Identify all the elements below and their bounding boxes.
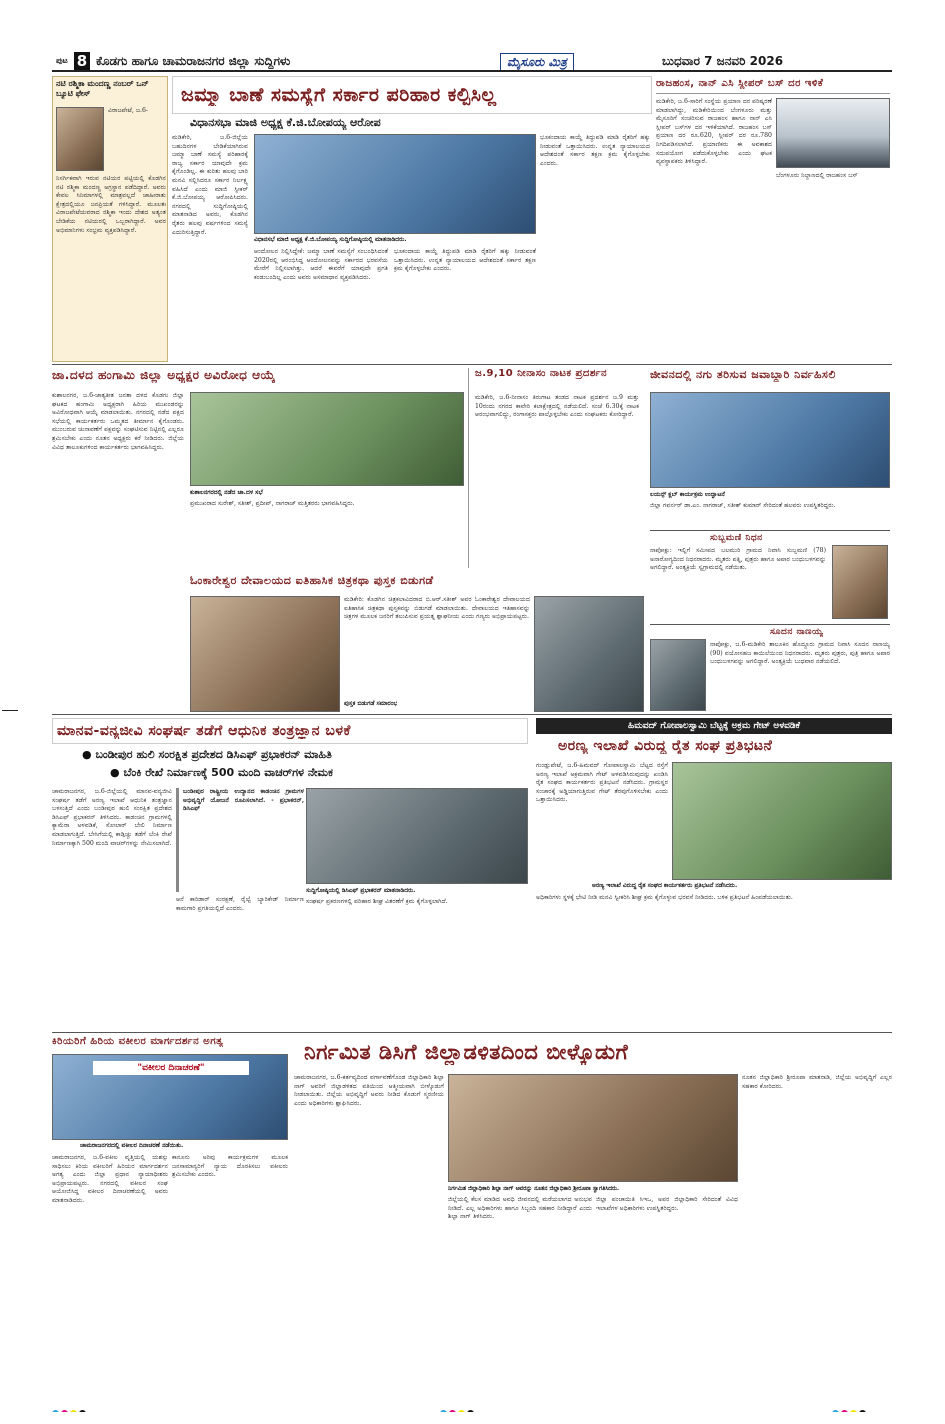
bus-photo-caption: ಬೆಂಗಳೂರು ನಿಲ್ದಾಣದಲ್ಲಿ ರಾಜಹಂಸ ಬಸ್ bbox=[776, 172, 858, 179]
wildlife-body: ಚಾಮರಾಜನಗರ, ಜ.6-ಜಿಲ್ಲೆಯಲ್ಲಿ ಮಾನವ-ವನ್ಯಜೀವಿ ಸಂಘರ್ಷ ತಡೆಗೆ ಅರಣ್ಯ ಇಲಾಖೆ ಆಧುನಿಕ ತಂತ್ರಜ್ಞಾನ ಬಳಸುತ್ತಿದೆ ಎಂದು ಬಂಡೀಪುರ ಹುಲಿ ಸಂರಕ್ಷಿತ ಪ್ರದೇಶದ ಡಿಸಿಎಫ್ ಪ್ರಭಾಕರನ್ ತಿಳಿಸಿದರು. ಕಾಡಂಚಿನ ಗ್ರಾಮಗಳಲ್ಲಿ ಕ್ಯಾಮೆರಾ ಅಳವಡಿಕೆ, ಸೋಲಾರ್ ಬೇಲಿ ನಿರ್ಮಾಣ ಮಾಡಲಾಗುತ್ತಿದೆ. ಬೇಸಿಗೆಯಲ್ಲಿ ಕಾಡ್ಗಿಚ್ಚು ತಡೆಗೆ ಬೆಂಕಿ ರೇಖೆ ನಿರ್ಮಾಣಕ್ಕಾಗಿ 500 ಮಂದಿ ವಾಚರ್‌ಗಳನ್ನು ನೇಮಿಸಲಾಗಿದೆ. bbox=[52, 788, 172, 847]
lead-subheadline: ವಿಧಾನಸಭಾ ಮಾಜಿ ಅಧ್ಯಕ್ಷ ಕೆ.ಜಿ.ಬೋಪಯ್ಯ ಆರೋಪ bbox=[190, 116, 381, 129]
lead-photo-caption: ವಿಧಾನಸಭೆ ಮಾಜಿ ಅಧ್ಯಕ್ಷ ಕೆ.ಜಿ.ಬೋಪಯ್ಯ ಸುದ್ದಿಗೋಷ್ಠಿಯಲ್ಲಿ ಮಾತನಾಡಿದರು. bbox=[254, 236, 407, 243]
book-photo-caption: ಪುಸ್ತಕ ಬಿಡುಗಡೆ ಸಮಾರಂಭ bbox=[344, 700, 398, 707]
page-header bbox=[52, 52, 892, 72]
side-story-body: ನಿಸರ್ಗಿಕವಾಗಿ ಇರುವ ನಟಿಯರ ಪಟ್ಟಿಯಲ್ಲಿ ಕೊಡಗಿನ ನಟಿ ರಶ್ಮಿಕಾ ಮಂದಣ್ಣ ಅಗ್ರಸ್ಥಾನ ಪಡೆದಿದ್ದಾರೆ. ಅವರು ಕೇವಲ ಸಿನಿಮಾಗಳಲ್ಲಿ ಮಾತ್ರವಲ್ಲದೆ ಜಾಹೀರಾತು ಕ್ಷೇತ್ರದಲ್ಲಿಯೂ ಜನಪ್ರಿಯತೆ ಗಳಿಸಿದ್ದಾರೆ. ಮೂಲತಃ ವಿರಾಜಪೇಟೆಯವರಾದ ರಶ್ಮಿಕಾ ಇಂದು ದೇಶದ ಅತ್ಯಂತ ಬೇಡಿಕೆಯ ನಟಿಯರಲ್ಲಿ ಒಬ್ಬರಾಗಿದ್ದಾರೆ. ಅವರ ಅಭಿಮಾನಿಗಳು ಸಂಭ್ರಮ ವ್ಯಕ್ತಪಡಿಸಿದ್ದಾರೆ. bbox=[56, 175, 166, 234]
obit1-photo bbox=[832, 545, 888, 619]
registration-marks-center bbox=[440, 1402, 500, 1412]
jds-headline: ಜಾ.ದಳದ ಹಂಗಾಮಿ ಜಿಲ್ಲಾ ಅಧ್ಯಕ್ಷರ ಅವಿರೋಧ ಆಯ್ಕೆ bbox=[52, 368, 276, 382]
obit2-photo bbox=[650, 639, 706, 711]
masthead-logo: ಮೈಸೂರು ಮಿತ್ರ bbox=[500, 53, 574, 72]
drama-body: ಮಡಿಕೇರಿ, ಜ.6-ನೀನಾಸಂ ತಿರುಗಾಟ ತಂಡದ ನಾಟಕ ಪ್ರದರ್ಶನ ಜ.9 ಮತ್ತು 10ರಂದು ನಗರದ ಕಾವೇರಿ ಕಲಾಕ್ಷೇತ್ರದಲ್ಲಿ ನಡೆಯಲಿದೆ. ಸಂಜೆ 6.30ಕ್ಕೆ ನಾಟಕ ಆರಂಭವಾಗಲಿದ್ದು, ರಂಗಾಸಕ್ತರು ಪಾಲ್ಗೊಳ್ಳಬೇಕು ಎಂದು ಸಂಘಟಕರು ಕೋರಿದ್ದಾರೆ. bbox=[475, 394, 639, 419]
divider-3 bbox=[52, 1032, 892, 1033]
lawyers-col2: ಕಾನೂನು ಅರಿವು ಕಾರ್ಯಕ್ರಮಗಳ ಮೂಲಕ ಜನಸಾಮಾನ್ಯರಿಗೆ ನ್ಯಾಯ ದೊರಕಿಸಲು ವಕೀಲರು ಶ್ರಮಿಸಬೇಕು ಎಂದರು. bbox=[172, 1154, 288, 1179]
wildlife-photo-caption: ಸುದ್ದಿಗೋಷ್ಠಿಯಲ್ಲಿ ಡಿಸಿಎಫ್ ಪ್ರಭಾಕರನ್ ಮಾತನಾಡಿದರು. bbox=[306, 887, 416, 894]
dc-photo bbox=[448, 1074, 738, 1182]
wildlife-bullet-2: ● ಬೆಂಕಿ ರೇಖೆ ನಿರ್ಮಾಣಕ್ಕೆ 500 ಮಂದಿ ವಾಚರ್‌ಗಳ ನೇಮಕ bbox=[110, 766, 333, 780]
page-number: 8 bbox=[74, 52, 90, 71]
lead-col3: ಭೂಕಂದಾಯ ಕಾಯ್ದೆ ತಿದ್ದುಪಡಿ ಮಾಡಿ ರೈತರಿಗೆ ಹಕ್ಕು ನೀಡುವಂತೆ ಒತ್ತಾಯಿಸಿದರು. ಉನ್ನತ ನ್ಯಾಯಾಲಯದ ಆದೇಶದಂತೆ ಸರ್ಕಾರ ತಕ್ಷಣ ಕ್ರಮ ಕೈಗೊಳ್ಳಬೇಕು ಎಂದರು. bbox=[394, 248, 536, 273]
obit2-headline: ಸೂದನ ನಾಣಯ್ಯ bbox=[770, 627, 824, 637]
obit1-box bbox=[650, 530, 890, 622]
smile-headline: ಜೀವನದಲ್ಲಿ ನಗು ತರಿಸುವ ಜವಾಬ್ದಾರಿ ನಿರ್ವಹಿಸಲಿ bbox=[650, 368, 836, 381]
bus-headline: ರಾಜಹಂಸ, ನಾನ್ ಎಸಿ ಸ್ಲೀಪರ್ ಬಸ್ ದರ ಇಳಿಕೆ bbox=[656, 78, 824, 89]
lead-headline-box bbox=[172, 76, 652, 114]
lawyers-headline: ಕಿರಿಯರಿಗೆ ಹಿರಿಯ ವಕೀಲರ ಮಾರ್ಗದರ್ಶನ ಅಗತ್ಯ bbox=[52, 1036, 224, 1047]
wildlife-headline: ಮಾನವ-ವನ್ಯಜೀವಿ ಸಂಘರ್ಷ ತಡೆಗೆ ಆಧುನಿಕ ತಂತ್ರಜ್ಞಾನ ಬಳಕೆ bbox=[57, 723, 351, 739]
obit2-body: ನಾಪೋಕ್ಲು, ಜ.6-ಮಡಿಕೇರಿ ತಾಲೂಕಿನ ಹೊದ್ದೂರು ಗ್ರಾಮದ ನಿವಾಸಿ ಸೂದನ ನಾಣಯ್ಯ (90) ವಯೋಸಹಜ ಕಾಯಿಲೆಯಿಂದ ನಿಧನರಾದರು. ಮೃತರು ಪುತ್ರರು, ಪುತ್ರಿ ಹಾಗೂ ಅಪಾರ ಬಂಧುಬಳಗವನ್ನು ಅಗಲಿದ್ದಾರೆ. ಅಂತ್ಯಕ್ರಿಯೆ ಬುಧವಾರ ನಡೆಯಲಿದೆ. bbox=[710, 641, 890, 666]
divider-2 bbox=[52, 714, 892, 715]
fold-mark bbox=[2, 710, 18, 711]
protest-photo bbox=[672, 762, 892, 880]
jds-col2: ಪ್ರಮುಖರಾದ ಸುರೇಶ್, ಸತೀಶ್, ಪ್ರದೀಪ್, ನಾಗರಾಜ್ ಮತ್ತಿತರರು ಭಾಗವಹಿಸಿದ್ದರು. bbox=[190, 500, 355, 507]
dc-col4: ನೂತನ ಜಿಲ್ಲಾಧಿಕಾರಿ ಶ್ರೀರೂಪಾ ಮಾತನಾಡಿ, ಜಿಲ್ಲೆಯ ಅಭಿವೃದ್ಧಿಗೆ ಎಲ್ಲರ ಸಹಕಾರ ಕೋರಿದರು. bbox=[742, 1074, 892, 1090]
obit1-body: ನಾಪೋಕ್ಲು: ಇಲ್ಲಿಗೆ ಸಮೀಪದ ಬಲಮುರಿ ಗ್ರಾಮದ ನಿವಾಸಿ ಸುಬ್ಬಮಣಿ (78) ಅನಾರೋಗ್ಯದಿಂದ ನಿಧನರಾದರು. ಮೃತರು ಪತ್ನಿ, ಪುತ್ರರು ಹಾಗೂ ಅಪಾರ ಬಂಧುಬಳಗವನ್ನು ಅಗಲಿದ್ದಾರೆ. ಅಂತ್ಯಕ್ರಿಯೆ ಸ್ವಗ್ರಾಮದಲ್ಲಿ ನಡೆಯಿತು. bbox=[650, 547, 826, 572]
book-headline: ಓಂಕಾರೇಶ್ವರ ದೇವಾಲಯದ ಐತಿಹಾಸಿಕ ಚಿತ್ರಕಥಾ ಪುಸ್ತಕ ಬಿಡುಗಡೆ bbox=[190, 574, 434, 587]
wildlife-bullet-1: ● ಬಂಡೀಪುರ ಹುಲಿ ಸಂರಕ್ಷಿತ ಪ್ರದೇಶದ ಡಿಸಿಎಫ್ ಪ್ರಭಾಕರನ್ ಮಾಹಿತಿ bbox=[82, 748, 332, 762]
protest-col2: ಅಧಿಕಾರಿಗಳು ಸ್ಥಳಕ್ಕೆ ಭೇಟಿ ನೀಡಿ ಮನವಿ ಸ್ವೀಕರಿಸಿ ಶೀಘ್ರ ಕ್ರಮ ಕೈಗೊಳ್ಳುವ ಭರವಸೆ ನೀಡಿದರು. ಬಳಿಕ ಪ್ರತಿಭಟನೆ ಹಿಂಪಡೆಯಲಾಯಿತು. bbox=[536, 894, 793, 901]
smile-photo bbox=[650, 392, 890, 488]
page-label: ಪುಟ bbox=[56, 56, 68, 65]
jds-photo-caption: ಕುಶಾಲನಗರದಲ್ಲಿ ನಡೆದ ಜಾ.ದಳ ಸಭೆ bbox=[190, 489, 263, 496]
issue-date: ಬುಧವಾರ 7 ಜನವರಿ 2026 bbox=[662, 54, 784, 68]
side-story-dateline: ವಿರಾಜಪೇಟೆ, ಜ.6- bbox=[108, 107, 148, 114]
wildlife-quote: ಬಂಡೀಪುರ ರಾಷ್ಟ್ರೀಯ ಉದ್ಯಾನದ ಕಾಡಂಚಿನ ಗ್ರಾಮಗಳ ಅಭಿವೃದ್ಧಿಗೆ ಯೋಜನೆ ರೂಪಿಸಲಾಗಿದೆ. - ಪ್ರಭಾಕರನ್, ಡಿಸಿಎಫ್ bbox=[176, 788, 304, 892]
bus-headline-box bbox=[656, 76, 890, 94]
lawyers-photo-caption: ಚಾಮರಾಜನಗರದಲ್ಲಿ ವಕೀಲರ ದಿನಾಚರಣೆ ನಡೆಯಿತು. bbox=[80, 1142, 184, 1149]
side-story bbox=[52, 76, 168, 362]
book-body: ಮಡಿಕೇರಿ: ಕೊಡಗಿನ ಚಿತ್ರಕಲಾವಿದರಾದ ಬಿ.ಆರ್.ಸತೀಶ್ ಅವರ ಓಂಕಾರೇಶ್ವರ ದೇವಾಲಯದ ಐತಿಹಾಸಿಕ ಚಿತ್ರಕಥಾ ಪುಸ್ತಕವನ್ನು ಬಿಡುಗಡೆ ಮಾಡಲಾಯಿತು. ದೇವಾಲಯದ ಇತಿಹಾಸವನ್ನು ಚಿತ್ರಗಳ ಮೂಲಕ ಜನರಿಗೆ ತಲುಪಿಸುವ ಪ್ರಯತ್ನ ಶ್ಲಾಘನೀಯ ಎಂದು ಗಣ್ಯರು ಅಭಿಪ್ರಾಯಪಟ್ಟರು. bbox=[344, 596, 530, 621]
dc-headline: ನಿರ್ಗಮಿತ ಡಿಸಿಗೆ ಜಿಲ್ಲಾಡಳಿತದಿಂದ ಬೀಳ್ಕೊಡುಗೆ bbox=[304, 1040, 629, 1064]
jds-photo bbox=[190, 392, 464, 486]
lawyers-photo-banner: "ವಕೀಲರ ದಿನಾಚರಣೆ" bbox=[93, 1061, 249, 1075]
bus-body: ಮಡಿಕೇರಿ, ಜ.6-ಸಾರಿಗೆ ಸಂಸ್ಥೆಯ ಪ್ರಯಾಣ ದರ ಪರಿಷ್ಕರಣೆ ಮಾಡಲಾಗಿದ್ದು, ಮಡಿಕೇರಿಯಿಂದ ಬೆಂಗಳೂರು ಮತ್ತು ಮೈಸೂರಿಗೆ ಸಂಚರಿಸುವ ರಾಜಹಂಸ ಹಾಗೂ ನಾನ್ ಎಸಿ ಸ್ಲೀಪರ್ ಬಸ್‌ಗಳ ದರ ಇಳಿಕೆಯಾಗಿದೆ. ರಾಜಹಂಸ ಬಸ್ ಪ್ರಯಾಣ ದರ ರೂ.620, ಸ್ಲೀಪರ್ ದರ ರೂ.780 ನಿಗದಿಪಡಿಸಲಾಗಿದೆ. ಪ್ರಯಾಣಿಕರು ಈ ಅವಕಾಶದ ಸದುಪಯೋಗ ಪಡೆದುಕೊಳ್ಳಬೇಕು ಎಂದು ಘಟಕ ವ್ಯವಸ್ಥಾಪಕರು ತಿಳಿಸಿದ್ದಾರೆ. bbox=[656, 98, 772, 166]
book-photo-2 bbox=[534, 596, 644, 712]
lead-photo bbox=[254, 134, 536, 234]
wildlife-col2: ಆನೆ ಕಾರಿಡಾರ್ ಸಂರಕ್ಷಣೆ, ರೈಲ್ವೆ ಬ್ಯಾರಿಕೇಡ್ ನಿರ್ಮಾಣ ಕಾಮಗಾರಿ ಪ್ರಗತಿಯಲ್ಲಿದೆ ಎಂದರು. bbox=[176, 896, 304, 912]
wildlife-col3: ಸಂಘರ್ಷ ಪ್ರಕರಣಗಳಲ್ಲಿ ಪರಿಹಾರ ಶೀಘ್ರ ವಿತರಣೆಗೆ ಕ್ರಮ ಕೈಗೊಳ್ಳಲಾಗಿದೆ. bbox=[306, 898, 448, 905]
drama-box bbox=[468, 368, 644, 568]
lead-col2: ಆಂದೋಲನ ನಿಲ್ಲಿಸಿದ್ದೇಕೆ: ಜಮ್ಮಾ ಬಾಣೆ ಸಮಸ್ಯೆಗೆ ಸಂಬಂಧಿಸಿದಂತೆ 2020ರಲ್ಲಿ ಆರಂಭಿಸಿದ್ದ ಆಂದೋಲನವನ್ನು ಸರ್ಕಾರದ ಭರವಸೆಯ ಮೇರೆಗೆ ನಿಲ್ಲಿಸಲಾಗಿತ್ತು. ಆದರೆ ಈವರೆಗೆ ಯಾವುದೇ ಪ್ರಗತಿ ಕಂಡುಬಂದಿಲ್ಲ ಎಂದು ಅವರು ಅಸಮಾಧಾನ ವ್ಯಕ್ತಪಡಿಸಿದರು. bbox=[254, 248, 388, 281]
wildlife-photo bbox=[306, 788, 528, 884]
protest-headline: ಅರಣ್ಯ ಇಲಾಖೆ ವಿರುದ್ಧ ರೈತ ಸಂಘ ಪ್ರತಿಭಟನೆ bbox=[558, 738, 773, 754]
protest-kicker: ಹಿಮವದ್ ಗೋಪಾಲಸ್ವಾಮಿ ಬೆಟ್ಟಕ್ಕೆ ಅಕ್ರಮ ಗೇಟ್ ಅಳವಡಿಕೆ bbox=[536, 718, 892, 734]
obit2-box bbox=[650, 624, 890, 712]
drama-headline: ಜ.9,10 ನೀನಾಸಂ ನಾಟಕ ಪ್ರದರ್ಶನ bbox=[475, 368, 608, 379]
smile-tail: ಜಿಲ್ಲಾ ಗವರ್ನರ್ ಡಾ.ಎಂ. ನಾಗರಾಜ್, ಸತೀಶ್ ಕುಮಾರ್ ಸೇರಿದಂತೆ ಹಲವರು ಉಪಸ್ಥಿತರಿದ್ದರು. bbox=[650, 502, 836, 509]
bus-photo bbox=[776, 98, 890, 168]
lawyers-photo bbox=[52, 1054, 288, 1140]
protest-body: ಗುಂಡ್ಲುಪೇಟೆ, ಜ.6-ಹಿಮವದ್ ಗೋಪಾಲಸ್ವಾಮಿ ಬೆಟ್ಟದ ರಸ್ತೆಗೆ ಅರಣ್ಯ ಇಲಾಖೆ ಅಕ್ರಮವಾಗಿ ಗೇಟ್ ಅಳವಡಿಸಿರುವುದನ್ನು ಖಂಡಿಸಿ ರೈತ ಸಂಘದ ಕಾರ್ಯಕರ್ತರು ಪ್ರತಿಭಟನೆ ನಡೆಸಿದರು. ಗ್ರಾಮಸ್ಥರ ಸಂಚಾರಕ್ಕೆ ಅಡ್ಡಿಯಾಗುತ್ತಿರುವ ಗೇಟ್ ತೆರವುಗೊಳಿಸಬೇಕು ಎಂದು ಒತ್ತಾಯಿಸಿದರು. bbox=[536, 762, 668, 804]
registration-marks-left bbox=[52, 1402, 112, 1412]
section-title: ಕೊಡಗು ಹಾಗೂ ಚಾಮರಾಜನಗರ ಜಿಲ್ಲಾ ಸುದ್ದಿಗಳು bbox=[96, 54, 291, 68]
side-story-headline: ನಟಿ ರಶ್ಮಿಕಾ ಮಂದಣ್ಣ ನಂಬರ್ ಒನ್ ಬ್ಯೂಟಿ ಫೇಸ್ bbox=[56, 79, 149, 98]
dc-col3: ಜಿಲ್ಲಾ ಪಂಚಾಯಿತಿ ಸಿಇಒ, ಅಪರ ಜಿಲ್ಲಾಧಿಕಾರಿ ಸೇರಿದಂತೆ ವಿವಿಧ ಇಲಾಖೆಗಳ ಅಧಿಕಾರಿಗಳು ಉಪಸ್ಥಿತರಿದ್ದರು. bbox=[596, 1196, 738, 1212]
dc-col2: ಜಿಲ್ಲೆಯಲ್ಲಿ ಕೆಲಸ ಮಾಡಿದ ಅವಧಿ ಜೀವನದಲ್ಲಿ ಮರೆಯಲಾಗದ ಅನುಭವ ನೀಡಿದೆ. ಎಲ್ಲ ಅಧಿಕಾರಿಗಳು ಹಾಗೂ ಸಿಬ್ಬಂದಿ ಸಹಕಾರ ನೀಡಿದ್ದಾರೆ ಎಂದು ಶಿಲ್ಪಾ ನಾಗ್ ತಿಳಿಸಿದರು. bbox=[448, 1196, 592, 1221]
dc-photo-caption: ನಿರ್ಗಮಿತ ಜಿಲ್ಲಾಧಿಕಾರಿ ಶಿಲ್ಪಾ ನಾಗ್ ಅವರನ್ನು ನೂತನ ಜಿಲ್ಲಾಧಿಕಾರಿ ಶ್ರೀರೂಪಾ ಸ್ವಾಗತಿಸಿದರು. bbox=[448, 1186, 620, 1192]
jds-body: ಕುಶಾಲನಗರ, ಜ.6-ಜಾತ್ಯತೀತ ಜನತಾ ದಳದ ಕೊಡಗು ಜಿಲ್ಲಾ ಘಟಕದ ಹಂಗಾಮಿ ಅಧ್ಯಕ್ಷರಾಗಿ ಹಿರಿಯ ಮುಖಂಡರನ್ನು ಅವಿರೋಧವಾಗಿ ಆಯ್ಕೆ ಮಾಡಲಾಯಿತು. ನಗರದಲ್ಲಿ ನಡೆದ ಪಕ್ಷದ ಸಭೆಯಲ್ಲಿ ಕಾರ್ಯಕರ್ತರು ಒಮ್ಮತದ ತೀರ್ಮಾನ ಕೈಗೊಂಡರು. ಮುಂಬರುವ ಚುನಾವಣೆಗೆ ಪಕ್ಷವನ್ನು ಸಂಘಟಿಸುವ ನಿಟ್ಟಿನಲ್ಲಿ ಎಲ್ಲರೂ ಶ್ರಮಿಸಬೇಕು ಎಂದು ನೂತನ ಅಧ್ಯಕ್ಷರು ಕರೆ ನೀಡಿದರು. ಜಿಲ್ಲೆಯ ವಿವಿಧ ತಾಲೂಕುಗಳಿಂದ ಕಾರ್ಯಕರ್ತರು ಭಾಗವಹಿಸಿದ್ದರು. bbox=[52, 392, 184, 451]
registration-marks-right bbox=[832, 1402, 892, 1412]
dc-headline-box bbox=[294, 1036, 892, 1070]
dc-body: ಚಾಮರಾಜನಗರ, ಜ.6-ಕರ್ತವ್ಯದಿಂದ ವರ್ಗಾವಣೆಗೊಂಡ ಜಿಲ್ಲಾಧಿಕಾರಿ ಶಿಲ್ಪಾ ನಾಗ್ ಅವರಿಗೆ ಜಿಲ್ಲಾಡಳಿತದ ವತಿಯಿಂದ ಆತ್ಮೀಯವಾಗಿ ಬೀಳ್ಕೊಡುಗೆ ನೀಡಲಾಯಿತು. ಜಿಲ್ಲೆಯ ಅಭಿವೃದ್ಧಿಗೆ ಅವರು ನೀಡಿದ ಕೊಡುಗೆ ಸ್ಮರಣೀಯ ಎಂದು ಅಧಿಕಾರಿಗಳು ಶ್ಲಾಘಿಸಿದರು. bbox=[294, 1074, 444, 1107]
obit1-headline: ಸುಬ್ಬಮಣಿ ನಿಧನ bbox=[710, 533, 763, 543]
lead-col1: ಮಡಿಕೇರಿ, ಜ.6-ಜಿಲ್ಲೆಯ ಬಹುದಿನಗಳ ಬೇಡಿಕೆಯಾಗಿರುವ ಜಮ್ಮಾ ಬಾಣೆ ಸಮಸ್ಯೆ ಪರಿಹಾರಕ್ಕೆ ರಾಜ್ಯ ಸರ್ಕಾರ ಯಾವುದೇ ಕ್ರಮ ಕೈಗೊಂಡಿಲ್ಲ. ಈ ಕುರಿತು ಹಲವು ಬಾರಿ ಮನವಿ ಸಲ್ಲಿಸಿದರೂ ಸರ್ಕಾರ ನಿರ್ಲಕ್ಷ್ಯ ವಹಿಸಿದೆ ಎಂದು ಮಾಜಿ ಸ್ಪೀಕರ್ ಕೆ.ಜಿ.ಬೋಪಯ್ಯ ಆರೋಪಿಸಿದರು. ನಗರದಲ್ಲಿ ಸುದ್ದಿಗೋಷ್ಠಿಯಲ್ಲಿ ಮಾತನಾಡಿದ ಅವರು, ಕೊಡಗಿನ ರೈತರು ಹಲವು ವರ್ಷಗಳಿಂದ ಸಮಸ್ಯೆ ಎದುರಿಸುತ್ತಿದ್ದಾರೆ. bbox=[172, 134, 248, 236]
actress-photo bbox=[56, 107, 104, 171]
wildlife-headline-box bbox=[52, 718, 528, 744]
lawyers-body: ಚಾಮರಾಜನಗರ, ಜ.6-ವಕೀಲ ವೃತ್ತಿಯಲ್ಲಿ ಯಶಸ್ಸು ಸಾಧಿಸಲು ಕಿರಿಯ ವಕೀಲರಿಗೆ ಹಿರಿಯರ ಮಾರ್ಗದರ್ಶನ ಅಗತ್ಯ ಎಂದು ಜಿಲ್ಲಾ ಪ್ರಧಾನ ನ್ಯಾಯಾಧೀಶರು ಅಭಿಪ್ರಾಯಪಟ್ಟರು. ನಗರದಲ್ಲಿ ವಕೀಲರ ಸಂಘ ಆಯೋಜಿಸಿದ್ದ ವಕೀಲರ ದಿನಾಚರಣೆಯಲ್ಲಿ ಅವರು ಮಾತನಾಡಿದರು. bbox=[52, 1154, 168, 1204]
smile-photo-caption: ಲಯನ್ಸ್ ಕ್ಲಬ್ ಕಾರ್ಯಕ್ರಮ ಉದ್ಘಾಟನೆ bbox=[650, 491, 725, 498]
protest-photo-caption: ಅರಣ್ಯ ಇಲಾಖೆ ವಿರುದ್ಧ ರೈತ ಸಂಘದ ಕಾರ್ಯಕರ್ತರು ಪ್ರತಿಭಟನೆ ನಡೆಸಿದರು. bbox=[592, 882, 738, 889]
book-photo bbox=[190, 596, 340, 712]
lead-col4: ಭೂಕಂದಾಯ ಕಾಯ್ದೆ ತಿದ್ದುಪಡಿ ಮಾಡಿ ರೈತರಿಗೆ ಹಕ್ಕು ನೀಡುವಂತೆ ಒತ್ತಾಯಿಸಿದರು. ಉನ್ನತ ನ್ಯಾಯಾಲಯದ ಆದೇಶದಂತೆ ಸರ್ಕಾರ ತಕ್ಷಣ ಕ್ರಮ ಕೈಗೊಳ್ಳಬೇಕು ಎಂದರು. bbox=[540, 134, 650, 167]
divider-1 bbox=[52, 364, 892, 365]
lead-headline: ಜಮ್ಮಾ ಬಾಣೆ ಸಮಸ್ಯೆಗೆ ಸರ್ಕಾರ ಪರಿಹಾರ ಕಲ್ಪಿಸಿಲ್ಲ bbox=[181, 84, 497, 106]
